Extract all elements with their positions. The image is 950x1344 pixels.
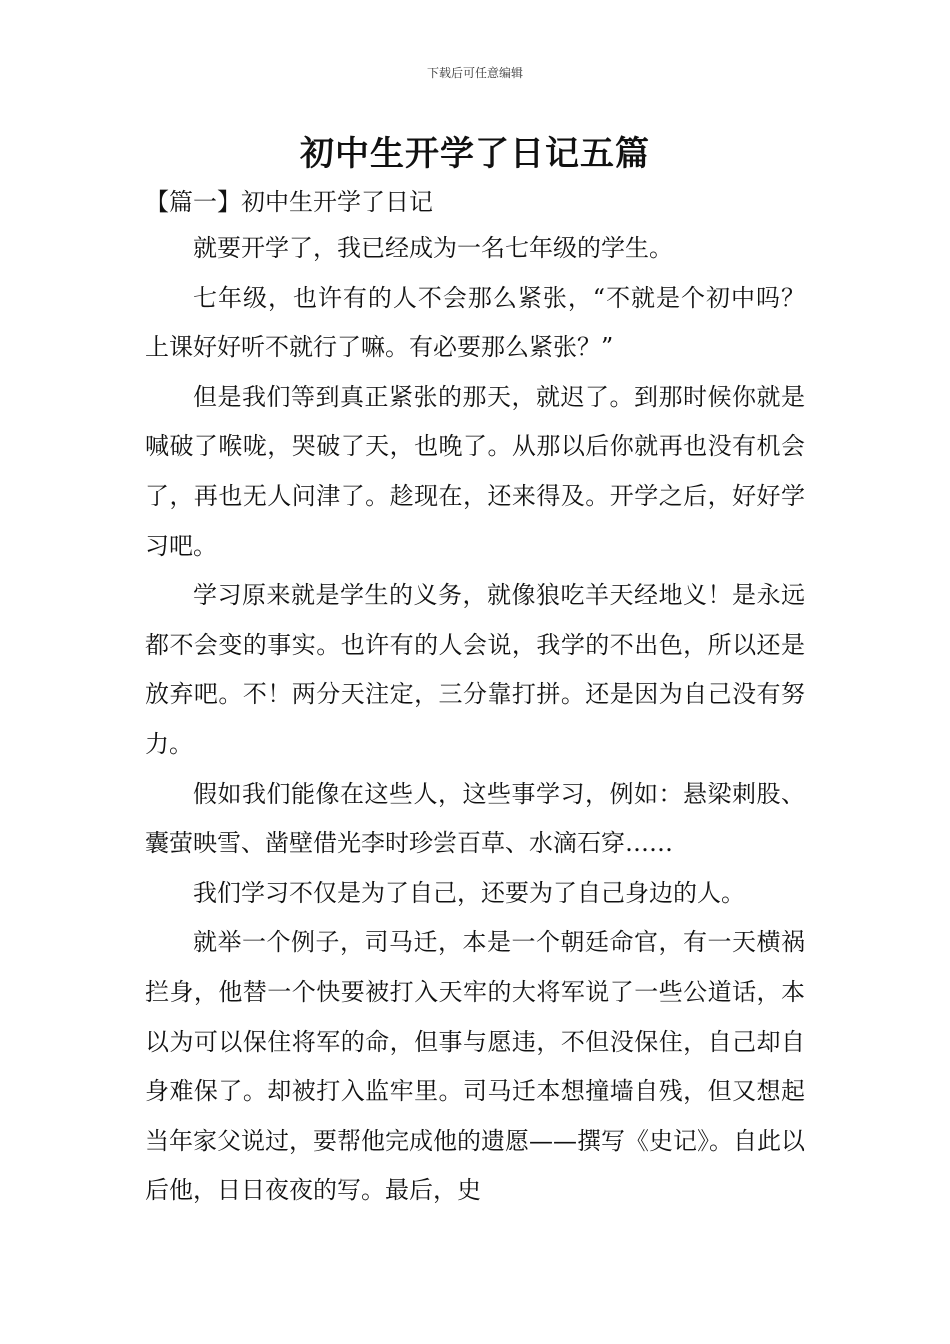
header-note: 下载后可任意编辑: [426, 66, 523, 80]
paragraph: 就举一个例子，司马迁，本是一个朝廷命官，有一天横祸拦身，他替一个快要被打入天牢的大将军说了一些公道话，本以为可以保住将军的命，但事与愿违，不但没保住，自己却自身难保了。却被打入监牢里。司马迁本想撞墙自残，但又想起当年家父说过，要帮他完成他的遗愿——撰写《史记》。自此以后他，日日夜夜的写。最后，史: [145, 928, 805, 1205]
paragraph: 学习原来就是学生的义务，就像狼吃羊天经地义！是永远都不会变的事实。也许有的人会说，我学的不出色，所以还是放弃吧。不！两分天注定，三分靠打拼。还是因为自己没有努力。: [145, 581, 805, 758]
paragraph: 假如我们能像在这些人，这些事学习，例如：悬梁刺股、囊萤映雪、凿壁借光李时珍尝百草、水滴石穿……: [145, 779, 805, 858]
paragraph: 就要开学了，我已经成为一名七年级的学生。: [193, 234, 673, 262]
paragraph: 七年级，也许有的人不会那么紧张，“不就是个初中吗？上课好好听不就行了嘛。有必要那么紧张？”: [145, 283, 805, 362]
paragraph: 但是我们等到真正紧张的那天，就迟了。到那时候你就是喊破了喉咙，哭破了天，也晚了。从那以后你就再也没有机会了，再也无人问津了。趁现在，还来得及。开学之后，好好学习吧。: [145, 382, 805, 560]
section-heading: 【篇一】初中生开学了日记: [145, 188, 433, 216]
document-title: 初中生开学了日记五篇: [300, 134, 650, 174]
paragraph: 我们学习不仅是为了自己，还要为了自己身边的人。: [193, 878, 745, 907]
body-text: [145, 224, 805, 1216]
